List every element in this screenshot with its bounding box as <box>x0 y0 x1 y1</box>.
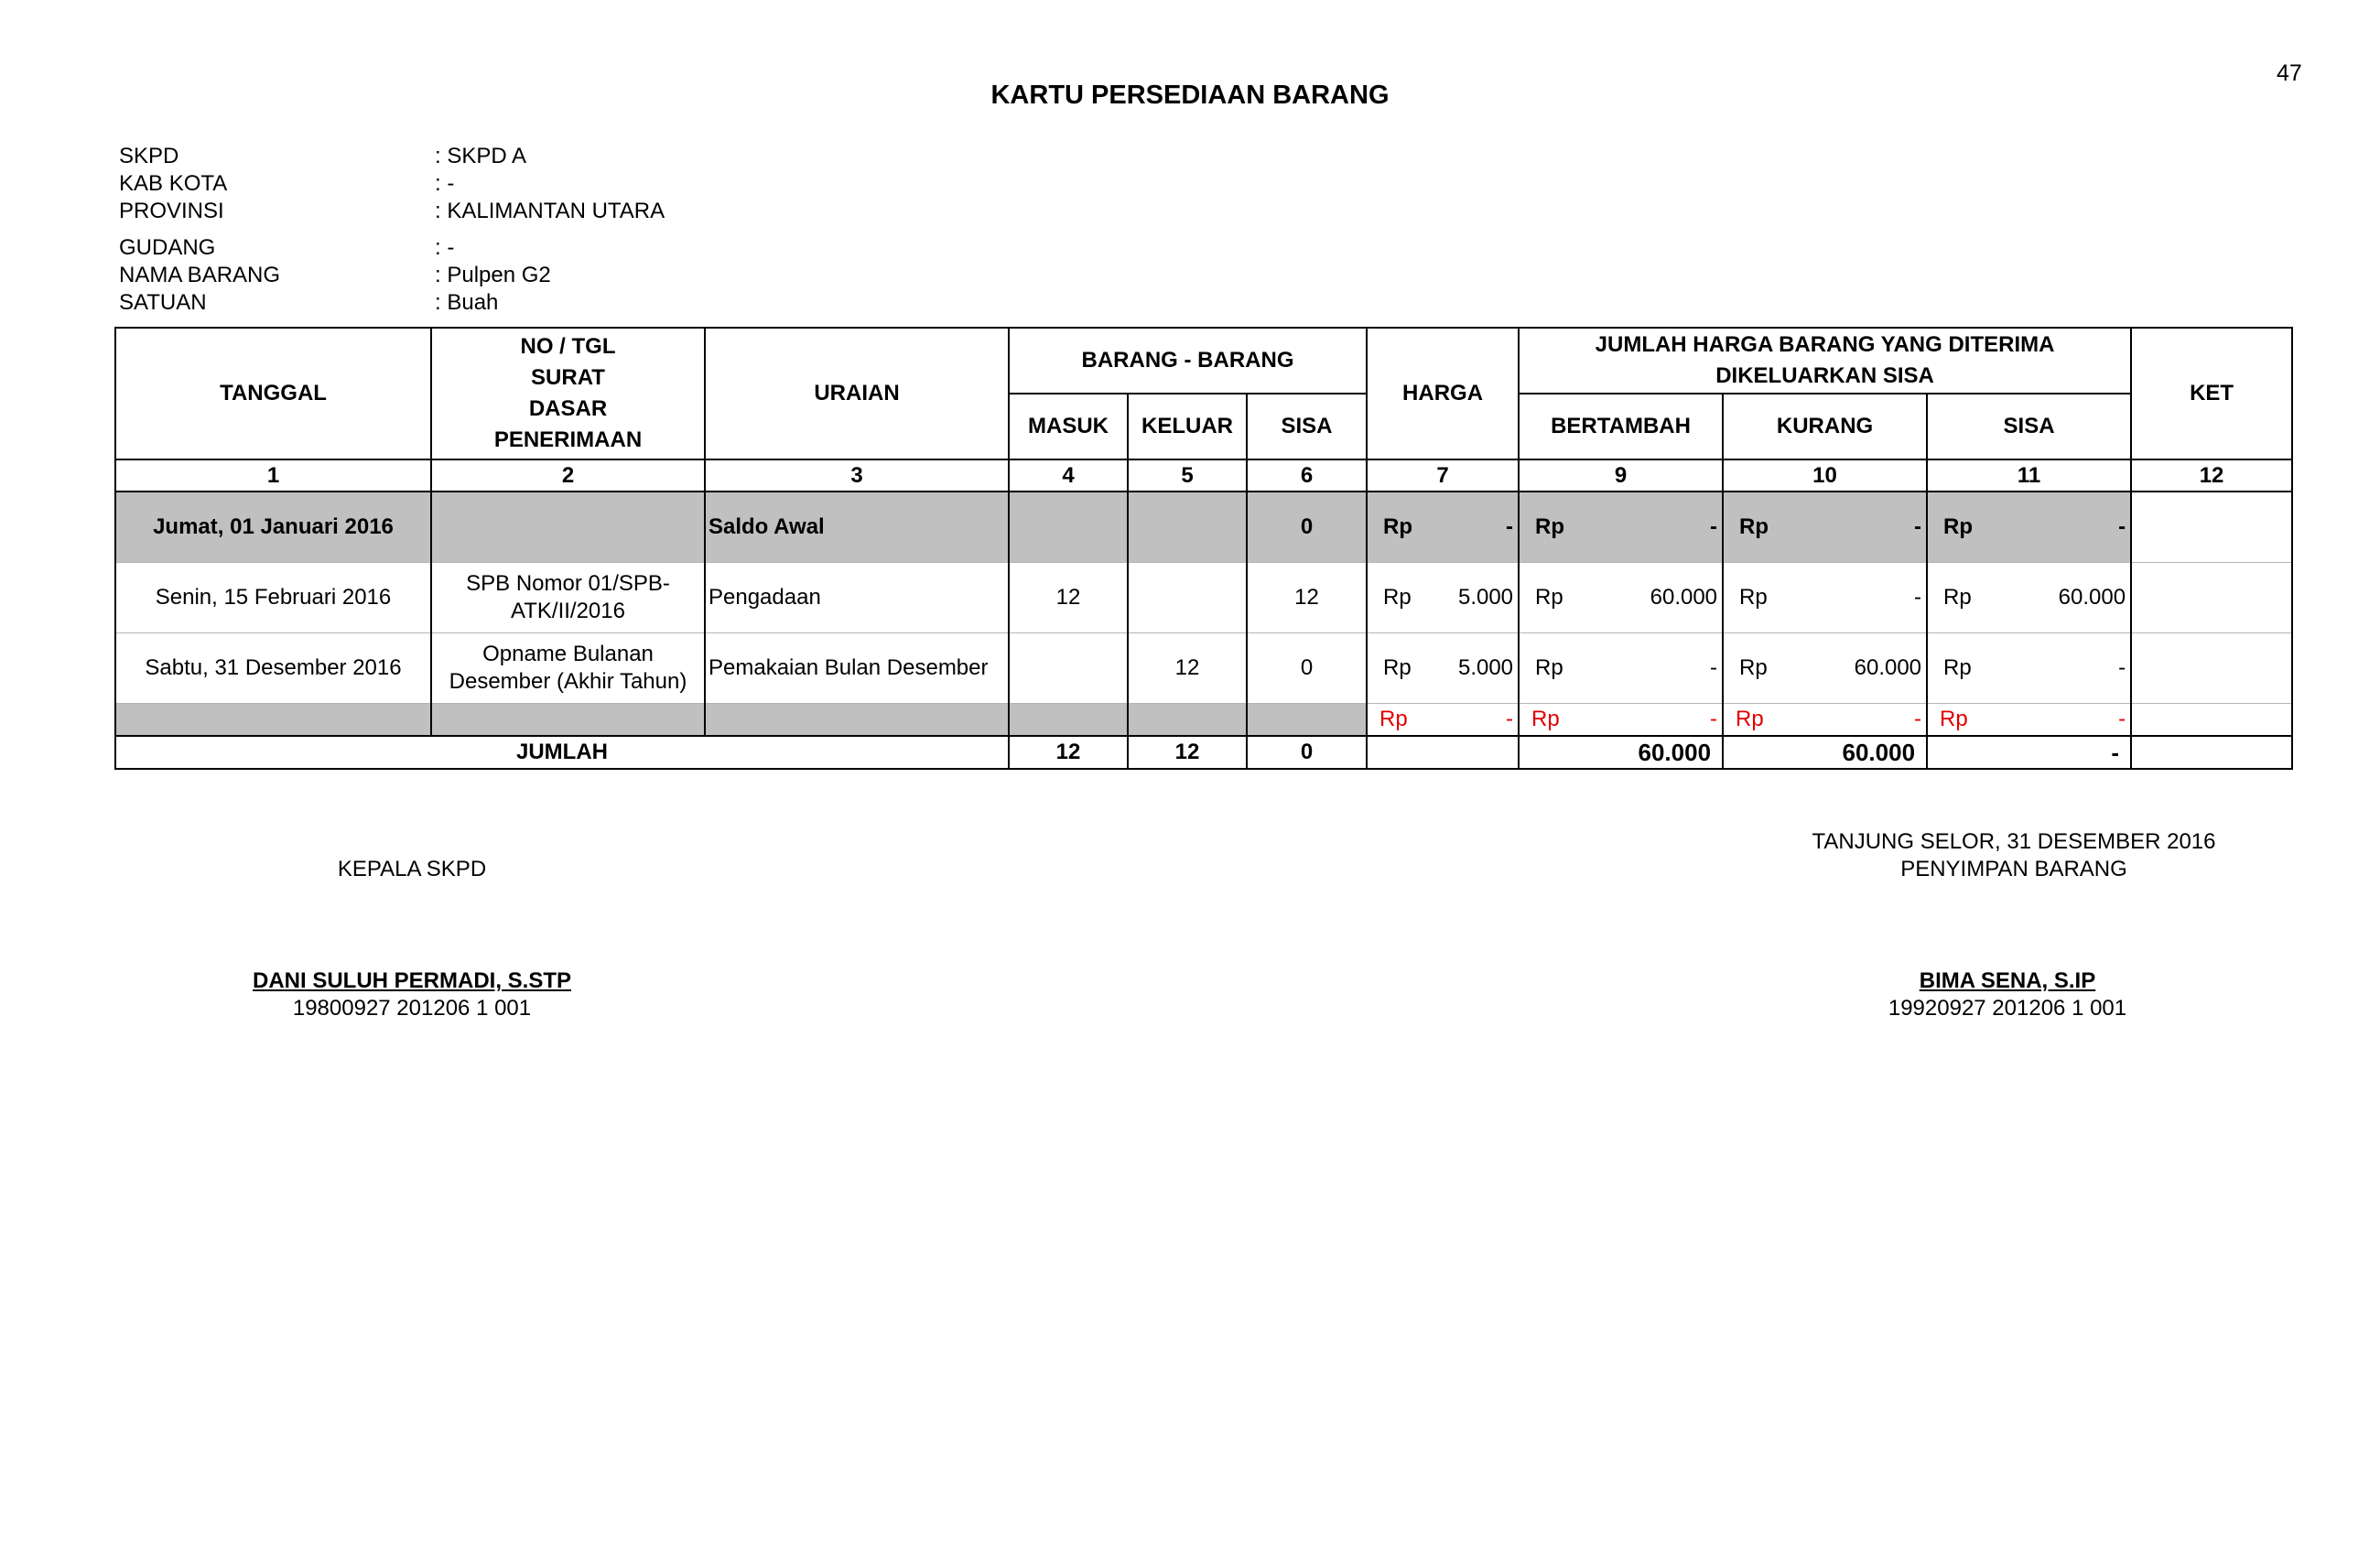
total-keluar: 12 <box>1128 736 1247 769</box>
cell-sisa-rp <box>1927 562 2131 632</box>
signer-name: DANI SULUH PERMADI, S.STP <box>252 968 572 993</box>
document-title: KARTU PERSEDIAAN BARANG <box>990 81 1390 110</box>
currency-label: Rp <box>1739 654 1768 680</box>
info-value: : Pulpen G2 <box>435 263 551 287</box>
cell-harga <box>1367 632 1519 703</box>
cell-bertambah <box>1519 632 1723 703</box>
total-sisa-rp: - <box>1927 736 2131 769</box>
col-header-keluar: KELUAR <box>1128 394 1247 459</box>
header-line: SURAT <box>531 365 605 390</box>
info-value: : - <box>435 171 455 196</box>
cell-no-tgl: SPB Nomor 01/SPB-ATK/II/2016 <box>431 562 705 632</box>
info-label: GUDANG <box>119 235 216 260</box>
currency-label: Rp <box>1739 513 1769 539</box>
cell-ket <box>2131 703 2292 736</box>
signature-left <box>229 856 595 883</box>
currency-label: Rp <box>1535 513 1565 539</box>
total-harga <box>1367 736 1519 769</box>
amount: - <box>1506 513 1514 539</box>
col-header-harga: HARGA <box>1367 328 1519 459</box>
info-label: SKPD <box>119 144 179 168</box>
page-number: 47 <box>2277 60 2302 86</box>
total-bertambah: 60.000 <box>1519 736 1723 769</box>
header-line: JUMLAH HARGA BARANG YANG DITERIMA <box>1595 332 2055 357</box>
info-label: PROVINSI <box>119 199 224 223</box>
cell-harga <box>1367 703 1519 736</box>
col-header-sisa-rp: SISA <box>1927 394 2131 459</box>
cell-uraian <box>705 703 1009 736</box>
cell-no-tgl <box>431 492 705 562</box>
cell-ket <box>2131 562 2292 632</box>
signer-nip: 19800927 201206 1 001 <box>292 996 532 1021</box>
column-number: 7 <box>1367 459 1519 492</box>
info-label: SATUAN <box>119 290 207 315</box>
header-line: DIKELUARKAN SISA <box>1715 363 1934 388</box>
amount: - <box>1914 584 1922 610</box>
info-label: KAB KOTA <box>119 171 228 196</box>
currency-label: Rp <box>1383 513 1413 539</box>
cell-no-tgl <box>431 703 705 736</box>
cell-bertambah <box>1519 562 1723 632</box>
cell-ket <box>2131 632 2292 703</box>
amount: 5.000 <box>1457 654 1514 680</box>
currency-label: Rp <box>1383 654 1412 680</box>
currency-label: Rp <box>1379 706 1408 731</box>
column-number: 3 <box>705 459 1009 492</box>
amount: - <box>1506 706 1514 731</box>
col-header-kurang: KURANG <box>1723 394 1927 459</box>
signature-left-name-block <box>183 967 641 1022</box>
cell-kurang <box>1723 703 1927 736</box>
cell-tanggal: Sabtu, 31 Desember 2016 <box>115 632 431 703</box>
cell-masuk <box>1009 703 1128 736</box>
amount: - <box>1914 513 1922 539</box>
cell-sisa <box>1247 703 1367 736</box>
info-value: : KALIMANTAN UTARA <box>435 199 665 223</box>
total-kurang: 60.000 <box>1723 736 1927 769</box>
column-number: 12 <box>2131 459 2292 492</box>
total-label: JUMLAH <box>115 736 1009 769</box>
column-number: 10 <box>1723 459 1927 492</box>
cell-masuk <box>1009 492 1128 562</box>
amount: 60.000 <box>1650 584 1718 610</box>
cell-bertambah <box>1519 492 1723 562</box>
column-number: 11 <box>1927 459 2131 492</box>
header-line: PENERIMAAN <box>493 427 643 452</box>
col-header-bertambah: BERTAMBAH <box>1519 394 1723 459</box>
cell-kurang <box>1723 562 1927 632</box>
amount: - <box>2118 513 2126 539</box>
cell-sisa: 12 <box>1247 562 1367 632</box>
cell-uraian: Pemakaian Bulan Desember <box>705 632 1009 703</box>
amount: - <box>2118 654 2126 680</box>
total-row <box>115 736 2292 769</box>
info-value: : SKPD A <box>435 144 527 168</box>
cell-harga <box>1367 562 1519 632</box>
cell-tanggal: Jumat, 01 Januari 2016 <box>115 492 431 562</box>
col-header-ket: KET <box>2131 328 2292 459</box>
signer-nip: 19920927 201206 1 001 <box>1888 996 2127 1021</box>
amount: - <box>1710 513 1718 539</box>
amount: - <box>1710 706 1718 731</box>
inventory-card-table <box>114 327 2293 770</box>
cell-kurang <box>1723 632 1927 703</box>
currency-label: Rp <box>1535 584 1563 610</box>
info-value: : - <box>435 235 455 260</box>
column-number: 5 <box>1128 459 1247 492</box>
info-label: NAMA BARANG <box>119 263 281 287</box>
cell-keluar <box>1128 703 1247 736</box>
cell-no-tgl: Opname Bulanan Desember (Akhir Tahun) <box>431 632 705 703</box>
empty-row <box>115 703 2292 736</box>
amount: 5.000 <box>1457 584 1514 610</box>
column-number: 6 <box>1247 459 1367 492</box>
col-header-uraian: URAIAN <box>705 328 1009 459</box>
column-number: 4 <box>1009 459 1128 492</box>
cell-tanggal: Senin, 15 Februari 2016 <box>115 562 431 632</box>
cell-sisa: 0 <box>1247 632 1367 703</box>
header-row-top <box>115 328 2292 394</box>
signer-name: BIMA SENA, S.IP <box>1919 968 2096 993</box>
cell-keluar <box>1128 562 1247 632</box>
table-row <box>115 562 2292 632</box>
col-header-sisa: SISA <box>1247 394 1367 459</box>
currency-label: Rp <box>1736 706 1764 731</box>
currency-label: Rp <box>1940 706 1968 731</box>
signer-title: KEPALA SKPD <box>337 857 487 881</box>
cell-tanggal <box>115 703 431 736</box>
currency-label: Rp <box>1943 584 1972 610</box>
cell-bertambah <box>1519 703 1723 736</box>
cell-keluar <box>1128 492 1247 562</box>
cell-harga <box>1367 492 1519 562</box>
col-header-tanggal: TANGGAL <box>115 328 431 459</box>
place-date: TANJUNG SELOR, 31 DESEMBER 2016 <box>1812 829 2216 854</box>
amount: - <box>1914 706 1922 731</box>
currency-label: Rp <box>1383 584 1412 610</box>
header-line: NO / TGL <box>520 334 616 359</box>
total-sisa: 0 <box>1247 736 1367 769</box>
signer-title: PENYIMPAN BARANG <box>1900 857 2127 881</box>
cell-ket <box>2131 492 2292 562</box>
currency-label: Rp <box>1943 654 1972 680</box>
table-row <box>115 492 2292 562</box>
col-header-barang: BARANG - BARANG <box>1009 328 1367 394</box>
currency-label: Rp <box>1739 584 1768 610</box>
amount: - <box>1710 654 1718 680</box>
cell-sisa: 0 <box>1247 492 1367 562</box>
cell-sisa-rp <box>1927 632 2131 703</box>
col-header-masuk: MASUK <box>1009 394 1128 459</box>
cell-kurang <box>1723 492 1927 562</box>
column-number: 1 <box>115 459 431 492</box>
signature-right-name-block <box>1779 967 2236 1022</box>
col-header-jumlah-harga <box>1519 328 2131 394</box>
column-number: 9 <box>1519 459 1723 492</box>
cell-uraian: Pengadaan <box>705 562 1009 632</box>
total-masuk: 12 <box>1009 736 1128 769</box>
cell-uraian: Saldo Awal <box>705 492 1009 562</box>
cell-masuk <box>1009 632 1128 703</box>
column-number: 2 <box>431 459 705 492</box>
signature-right <box>1739 828 2288 883</box>
column-number-row <box>115 459 2292 492</box>
currency-label: Rp <box>1943 513 1974 539</box>
amount: - <box>2118 706 2126 731</box>
amount: 60.000 <box>2058 584 2126 610</box>
cell-sisa-rp <box>1927 492 2131 562</box>
total-ket <box>2131 736 2292 769</box>
amount: 60.000 <box>1854 654 1922 680</box>
currency-label: Rp <box>1531 706 1560 731</box>
cell-sisa-rp <box>1927 703 2131 736</box>
cell-keluar: 12 <box>1128 632 1247 703</box>
cell-masuk: 12 <box>1009 562 1128 632</box>
header-line: DASAR <box>528 396 608 421</box>
currency-label: Rp <box>1535 654 1563 680</box>
info-value: : Buah <box>435 290 499 315</box>
table-row <box>115 632 2292 703</box>
col-header-no-tgl <box>431 328 705 459</box>
